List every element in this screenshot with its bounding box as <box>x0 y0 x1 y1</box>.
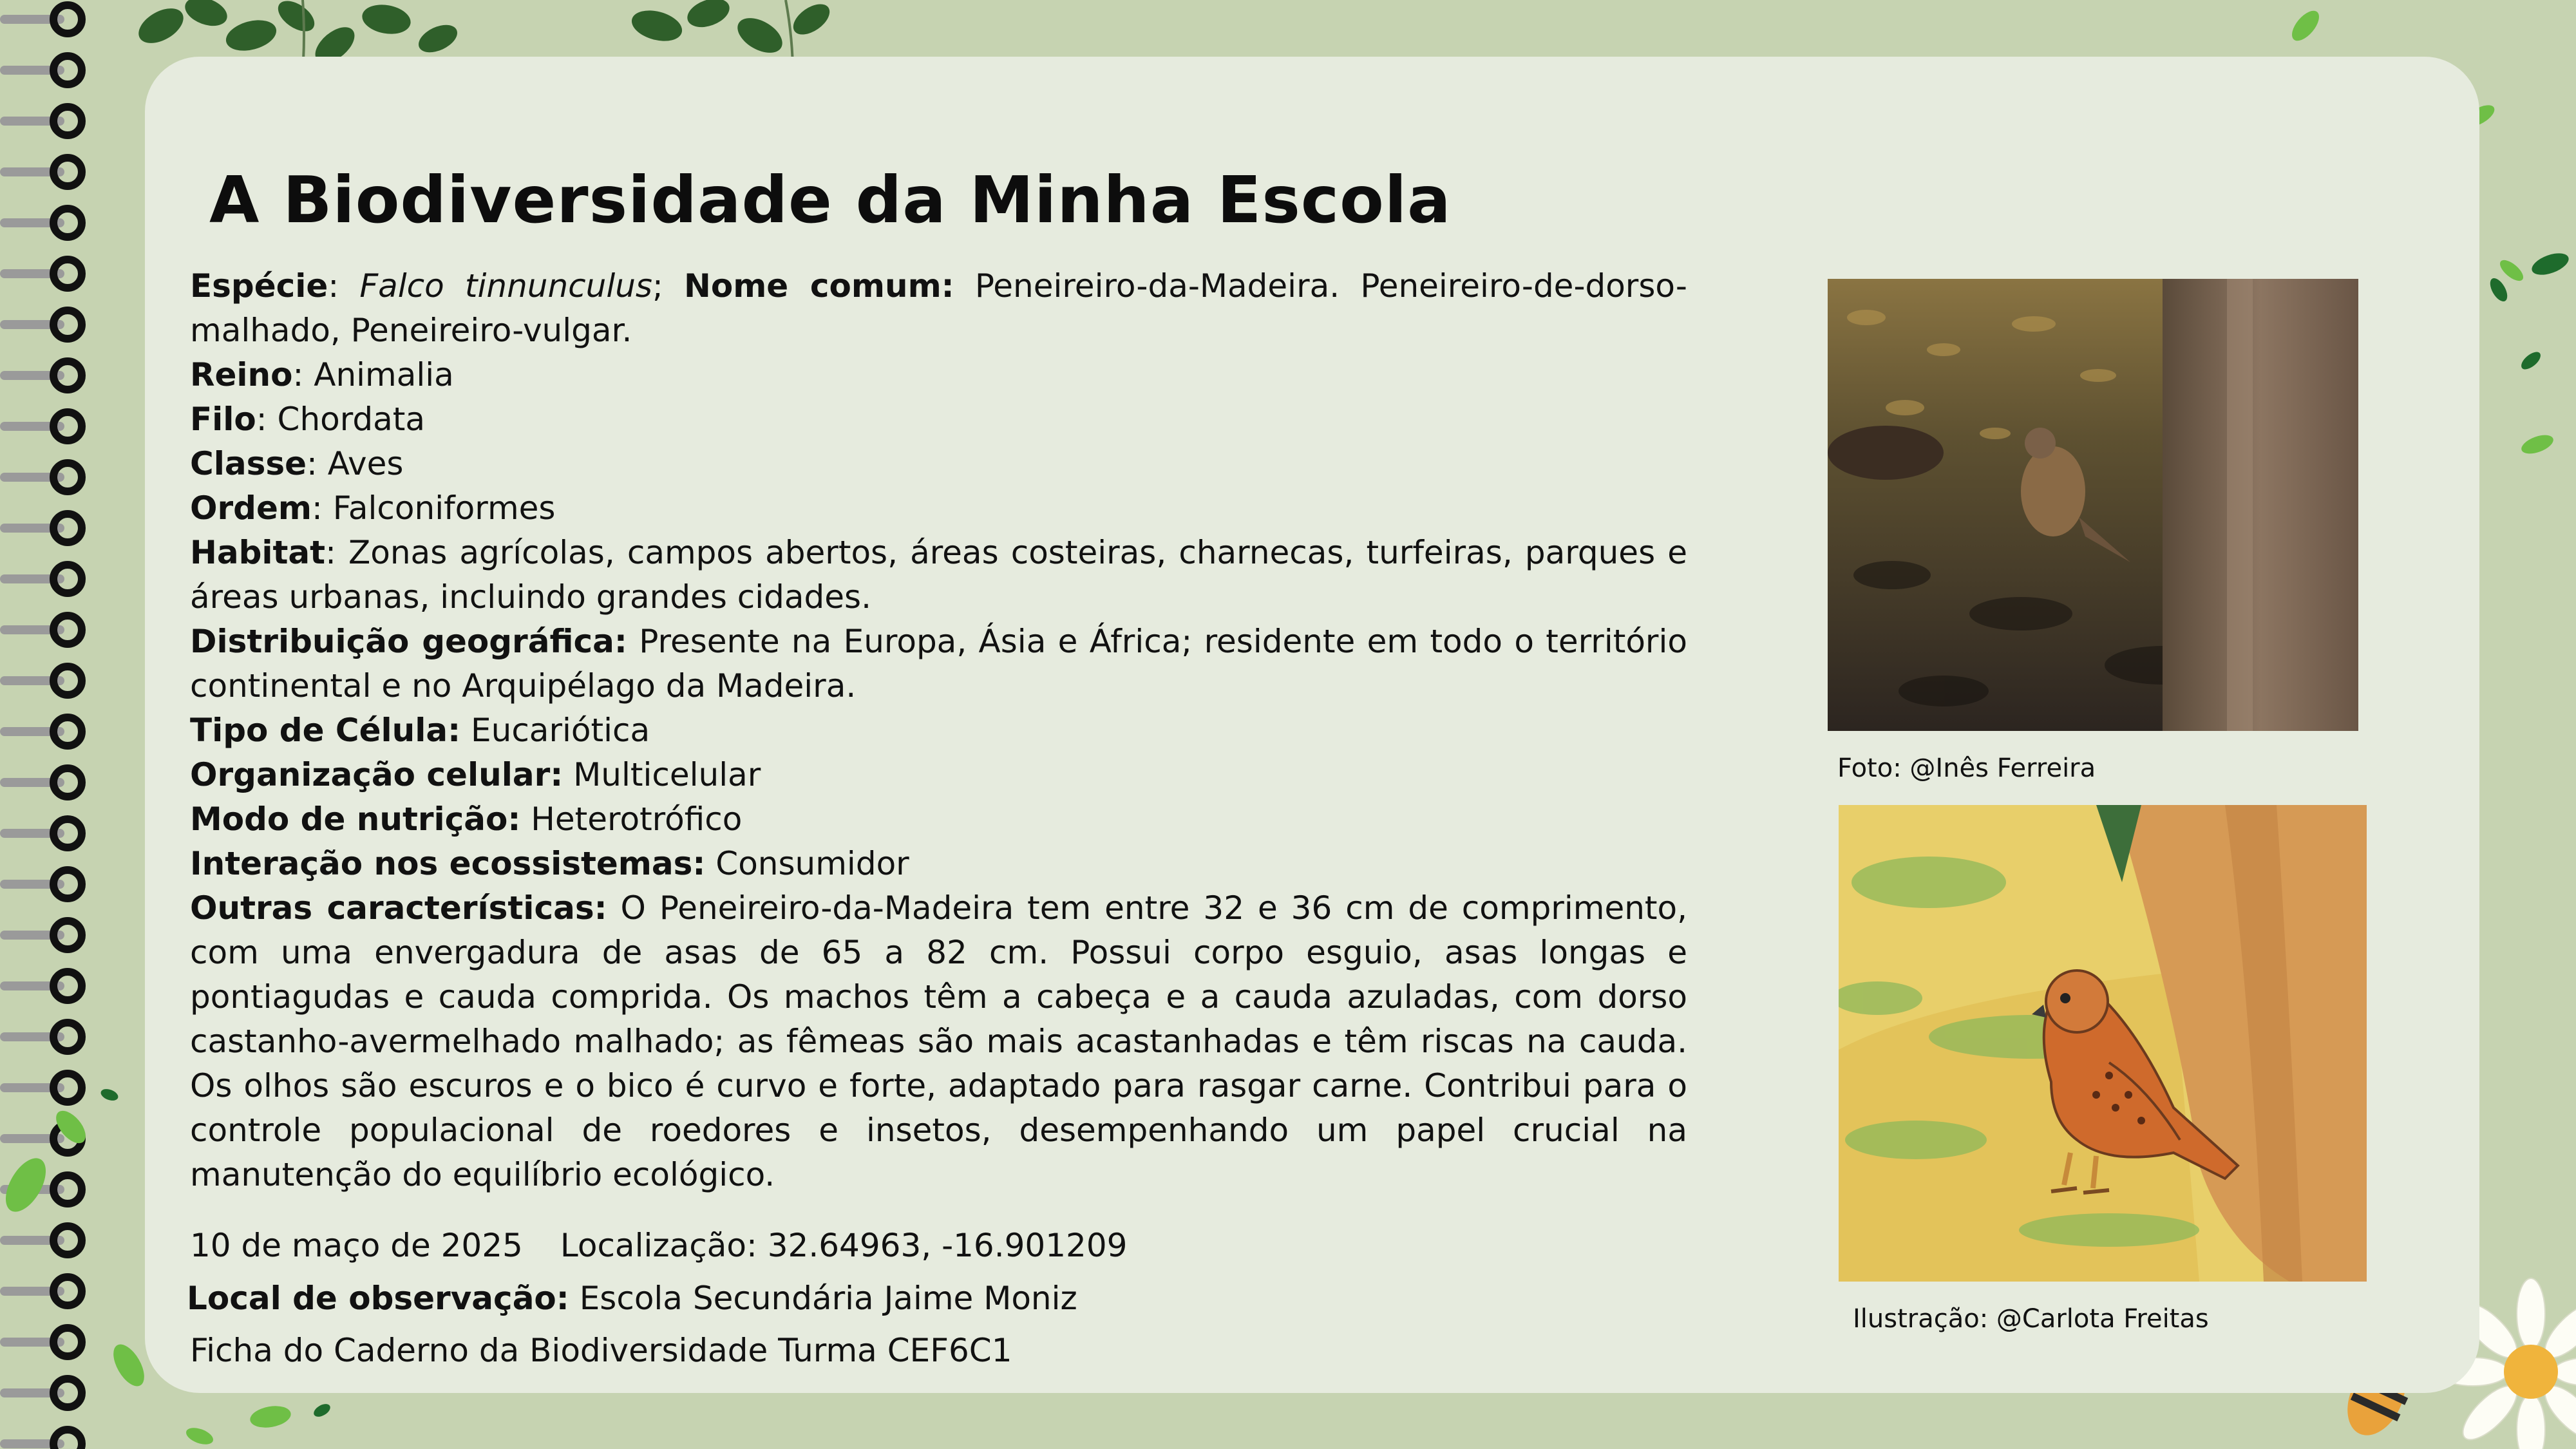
celula-line <box>190 708 1687 753</box>
distribuicao-value: Presente na Europa, Ásia e África; residente em todo o território continental e no Arquipélago da Madeira. <box>190 623 1687 705</box>
especie-label: Espécie <box>190 267 328 305</box>
outras-line <box>190 886 1687 1197</box>
distribuicao-label: Distribuição geográfica: <box>190 623 627 660</box>
kestrel-photo-image <box>1828 279 2358 731</box>
notebook-credit: Ficha do Caderno da Biodiversidade Turma CEF6C1 <box>190 1332 1012 1369</box>
interacao-line <box>190 842 1687 886</box>
reino-line: Reino: Animalia <box>190 356 454 393</box>
nome-comum-label: Nome comum: <box>684 267 954 305</box>
classe-line: Classe: Aves <box>190 445 404 482</box>
organizacao-label: Organização celular: <box>190 756 564 793</box>
outras-label: Outras características: <box>190 889 607 927</box>
organizacao-value: Multicelular <box>573 756 761 793</box>
reino-label: Reino <box>190 356 293 393</box>
kestrel-illustration-image <box>1839 805 2367 1282</box>
especie-value: Falco tinnunculus <box>359 267 652 305</box>
date-location-line <box>190 1227 1128 1264</box>
local-label: Local de observação: <box>187 1280 569 1317</box>
classe-label: Classe <box>190 445 307 482</box>
ordem-label: Ordem <box>190 489 312 527</box>
especie-line: Espécie: Falco tinnunculus; Nome comum: Peneireiro-da-Madeira. Peneireiro-de-dorso-malhado, Peneireiro-vulgar. <box>190 267 1687 349</box>
interacao-value: Consumidor <box>715 845 909 882</box>
kestrel-photo <box>1828 279 2358 731</box>
ordem-line: Ordem: Falconiformes <box>190 489 556 527</box>
observation-date: 10 de maço de 2025 <box>190 1227 523 1264</box>
photo-caption: Foto: @Inês Ferreira <box>1837 753 2096 783</box>
nutricao-label: Modo de nutrição: <box>190 800 521 838</box>
habitat-line: Habitat: Zonas agrícolas, campos abertos, áreas costeiras, charnecas, turfeiras, parques e áreas urbanas, incluindo grandes cidades. <box>190 534 1687 616</box>
habitat-label: Habitat <box>190 534 326 571</box>
local-value: Escola Secundária Jaime Moniz <box>579 1280 1077 1317</box>
distribuicao-line <box>190 620 1687 708</box>
nutricao-value: Heterotrófico <box>531 800 743 838</box>
filo-label: Filo <box>190 401 256 438</box>
gps-location: Localização: 32.64963, -16.901209 <box>560 1227 1128 1264</box>
classe-value: Aves <box>327 445 404 482</box>
organizacao-line <box>190 753 1687 797</box>
illustration-caption: Ilustração: @Carlota Freitas <box>1853 1304 2209 1334</box>
celula-label: Tipo de Célula: <box>190 712 461 749</box>
interacao-label: Interação nos ecossistemas: <box>190 845 706 882</box>
observation-site-line <box>187 1280 1077 1317</box>
page-title: A Biodiversidade da Minha Escola <box>209 162 1452 238</box>
nutricao-line <box>190 797 1687 842</box>
species-description <box>190 264 1687 1197</box>
reino-value: Animalia <box>314 356 454 393</box>
ordem-value: Falconiformes <box>332 489 556 527</box>
celula-value: Eucariótica <box>471 712 650 749</box>
nome-comum-value: Peneireiro-da-Madeira. Peneireiro-de-dorso-malhado, Peneireiro-vulgar. <box>190 267 1687 349</box>
outras-value: O Peneireiro-da-Madeira tem entre 32 e 36 cm de comprimento, com uma envergadura de asas de 65 a 82 cm. Possui corpo esguio, asas longas e pontiagudas e cauda comprida. Os machos têm a cabeça e a cauda azuladas, com dorso castanho-avermelhado malhado; as fêmeas são mais acastanhadas e têm riscas na cauda. Os olhos são escuros e o bico é curvo e forte, adaptado para rasgar carne. Contribui para o controle populacional de roedores e insetos, desempenhando um papel crucial na manutenção do equilíbrio ecológico. <box>190 889 1687 1193</box>
filo-line: Filo: Chordata <box>190 401 426 438</box>
kestrel-illustration <box>1839 805 2367 1282</box>
filo-value: Chordata <box>277 401 426 438</box>
habitat-value: Zonas agrícolas, campos abertos, áreas costeiras, charnecas, turfeiras, parques e áreas urbanas, incluindo grandes cidades. <box>190 534 1687 616</box>
